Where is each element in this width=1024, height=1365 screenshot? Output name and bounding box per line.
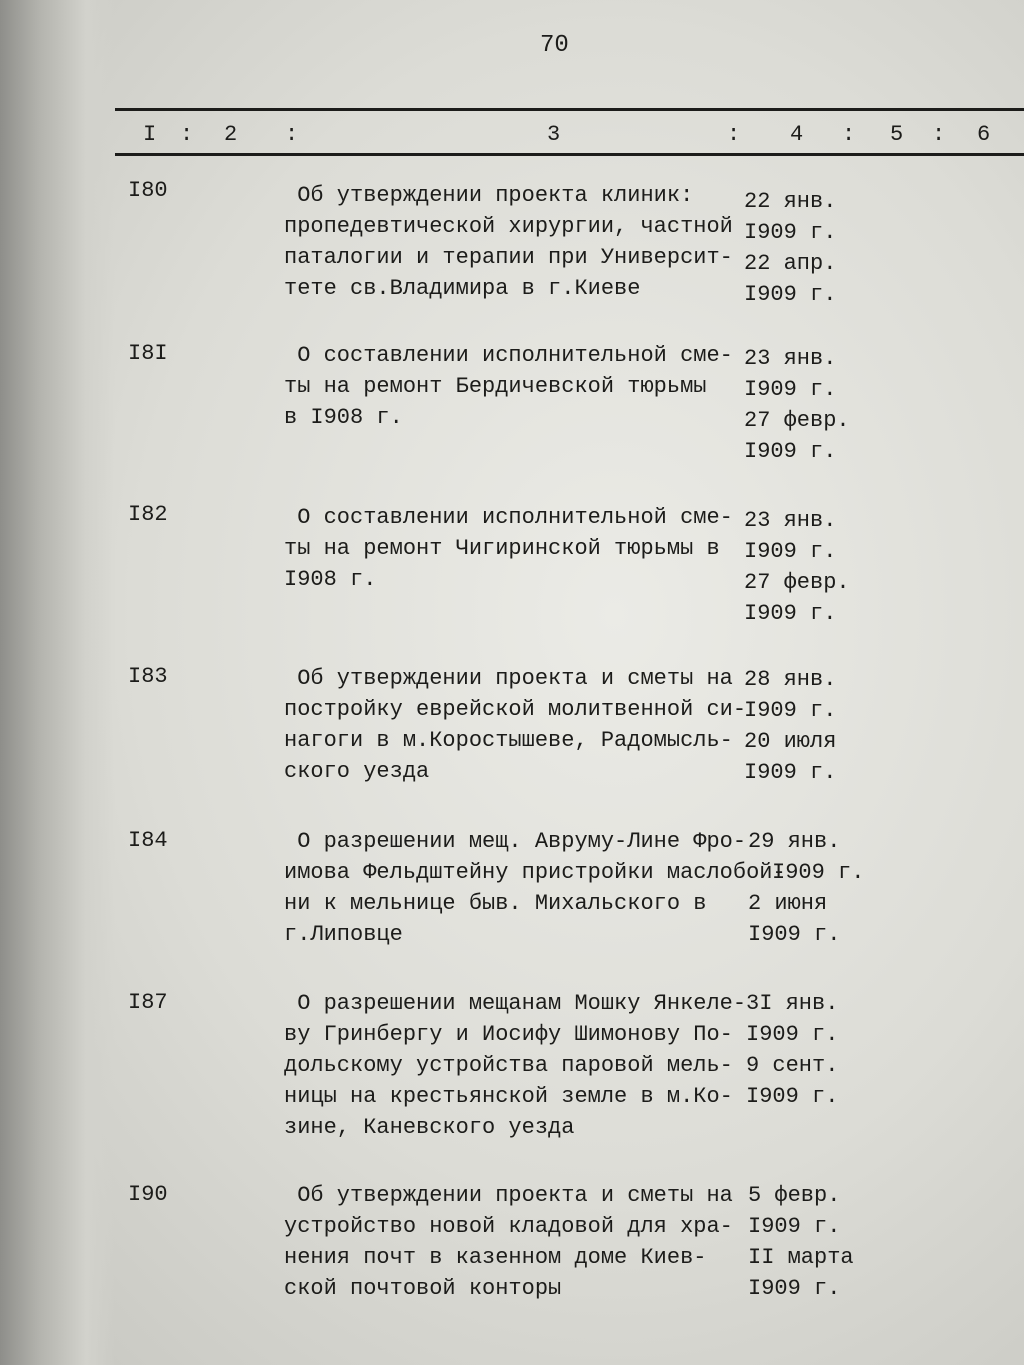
description-line: I908 г. <box>284 567 377 592</box>
date-line: 3I янв. <box>746 991 839 1016</box>
book-gutter-shadow <box>0 0 115 1365</box>
description-line: зине, Каневского уезда <box>284 1115 575 1140</box>
description-line: ской почтовой конторы <box>284 1276 562 1301</box>
header-bottom-rule <box>115 153 1024 156</box>
date-line: 20 июля <box>744 729 837 754</box>
description-line: дольскому устройства паровой мель- <box>284 1053 733 1078</box>
date-line: 9 сент. <box>746 1053 839 1078</box>
header-col-4: 4 <box>790 122 804 147</box>
date-line: I909 г. <box>744 539 837 564</box>
date-line: I909 г. <box>744 760 837 785</box>
description-line: в I908 г. <box>284 405 403 430</box>
date-line: I909 г. <box>744 220 837 245</box>
date-line: I909 г. <box>746 1084 839 1109</box>
description-line: ты на ремонт Бердичевской тюрьмы <box>284 374 707 399</box>
entry-description <box>284 988 747 1143</box>
description-line: г.Липовце <box>284 922 403 947</box>
entry-dates <box>744 505 850 629</box>
date-line: 23 янв. <box>744 346 837 371</box>
date-line: 27 февр. <box>744 570 850 595</box>
header-separator: : <box>842 122 856 147</box>
page-number: 70 <box>540 32 569 59</box>
date-line: I909 г. <box>744 698 837 723</box>
description-line: ву Гринбергу и Иосифу Шимонову По- <box>284 1022 733 1047</box>
entry-number: I83 <box>128 664 168 689</box>
description-line: пропедевтической хирургии, частной <box>284 214 733 239</box>
description-line: тете св.Владимира в г.Киеве <box>284 276 641 301</box>
date-line: 23 янв. <box>744 508 837 533</box>
description-line: нения почт в казенном доме Киев- <box>284 1245 707 1270</box>
header-col-1: I <box>143 122 157 147</box>
entry-dates <box>744 186 836 310</box>
description-line: О составлении исполнительной сме- <box>284 343 733 368</box>
date-line: II марта <box>748 1245 854 1270</box>
date-line: I909 г. <box>748 1276 841 1301</box>
date-line: I909 г. <box>744 282 837 307</box>
entry-description <box>284 502 744 595</box>
entry-dates <box>748 826 864 950</box>
header-col-3: 3 <box>547 122 561 147</box>
date-line: I909 г. <box>748 1214 841 1239</box>
entry-number: I82 <box>128 502 168 527</box>
description-line: Об утверждении проекта и сметы на <box>284 666 733 691</box>
description-line: ского уезда <box>284 759 430 784</box>
date-line: I909 г. <box>746 1022 839 1047</box>
description-line: имова Фельдштейну пристройки маслобой- <box>284 860 786 885</box>
header-col-6: 6 <box>977 122 991 147</box>
header-separator: : <box>727 122 741 147</box>
date-line: 2 июня <box>748 891 828 916</box>
date-line: I909 г. <box>744 377 837 402</box>
date-line: 22 янв. <box>744 189 837 214</box>
header-separator: : <box>932 122 946 147</box>
date-line: I909 г. <box>744 439 837 464</box>
header-separator: : <box>180 122 194 147</box>
date-line: 27 февр. <box>744 408 850 433</box>
header-top-rule <box>115 108 1024 111</box>
description-line: постройку еврейской молитвенной си- <box>284 697 747 722</box>
description-line: ни к мельнице быв. Михальского в <box>284 891 707 916</box>
entry-number: I80 <box>128 178 168 203</box>
description-line: нагоги в м.Коростышеве, Радомысль- <box>284 728 733 753</box>
date-line: I909 г. <box>748 922 841 947</box>
entry-description <box>284 180 744 304</box>
description-line: Об утверждении проекта клиник: <box>284 183 694 208</box>
entry-number: I84 <box>128 828 168 853</box>
entry-number: I87 <box>128 990 168 1015</box>
header-col-5: 5 <box>890 122 904 147</box>
entry-description <box>284 340 744 433</box>
date-line: 5 февр. <box>748 1183 841 1208</box>
entry-dates <box>744 343 850 467</box>
entry-description <box>284 1180 744 1304</box>
entry-description <box>284 663 747 787</box>
date-line: I909 г. <box>744 601 837 626</box>
description-line: Об утверждении проекта и сметы на <box>284 1183 733 1208</box>
description-line: устройство новой кладовой для хра- <box>284 1214 733 1239</box>
date-line: I909 г. <box>772 860 865 885</box>
description-line: О составлении исполнительной сме- <box>284 505 733 530</box>
description-line: О разрешении мещ. Авруму-Лине Фро- <box>284 829 747 854</box>
entry-number: I8I <box>128 341 168 366</box>
description-line: паталогии и терапии при Университ- <box>284 245 733 270</box>
header-separator: : <box>285 122 299 147</box>
entry-description <box>284 826 786 950</box>
date-line: 29 янв. <box>748 829 841 854</box>
entry-dates <box>748 1180 854 1304</box>
date-line: 28 янв. <box>744 667 837 692</box>
description-line: ты на ремонт Чигиринской тюрьмы в <box>284 536 720 561</box>
entry-dates <box>744 664 836 788</box>
description-line: ницы на крестьянской земле в м.Ко- <box>284 1084 733 1109</box>
description-line: О разрешении мещанам Мошку Янкеле- <box>284 991 747 1016</box>
entry-number: I90 <box>128 1182 168 1207</box>
header-col-2: 2 <box>224 122 238 147</box>
date-line: 22 апр. <box>744 251 837 276</box>
entry-dates <box>746 988 838 1112</box>
